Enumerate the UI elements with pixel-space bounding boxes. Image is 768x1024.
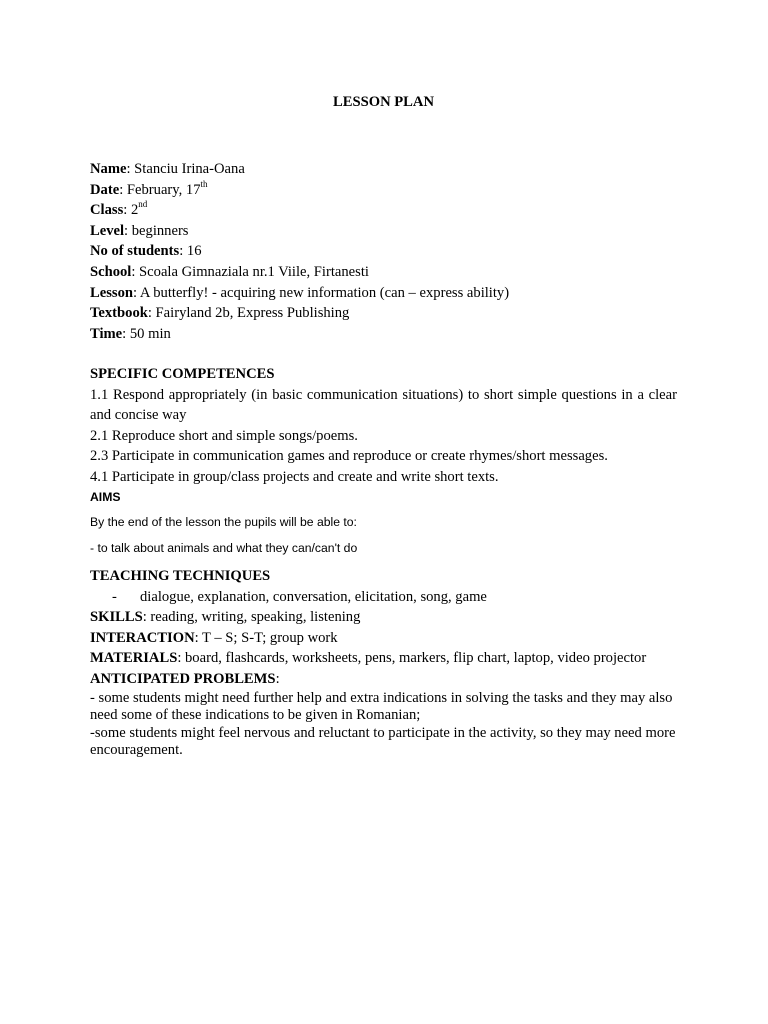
info-time [90,324,677,345]
students-label: No of students [90,243,180,260]
aims-item: - to talk about animals and what they can/can't do [90,541,358,555]
aims-heading: AIMS [90,490,121,504]
techniques-heading: TEACHING TECHNIQUES [90,568,271,584]
school-label: School [90,263,132,280]
lesson-info [90,159,677,344]
textbook-label: Textbook [90,305,148,322]
students-value: : 16 [179,243,202,260]
date-value: : February, 17 [119,181,201,198]
level-value: : beginners [124,222,189,239]
info-class [90,200,677,221]
skills-line [90,607,677,628]
techniques-list: dialogue, explanation, conversation, elicitation, song, game [140,588,487,605]
class-label: Class [90,202,124,219]
info-students [90,241,677,262]
competence-item: 2.1 Reproduce short and simple songs/poems. [90,427,358,444]
lesson-label: Lesson [90,284,133,301]
interaction-label: INTERACTION [90,629,195,646]
competences-heading: SPECIFIC COMPETENCES [90,366,275,382]
competence-item: 4.1 Participate in group/class projects and create and write short texts. [90,468,499,485]
class-suffix: nd [138,199,148,210]
techniques-section [90,566,677,760]
school-value: : Scoala Gimnaziala nr.1 Viile, Firtanesti [131,263,369,280]
textbook-value: : Fairyland 2b, Express Publishing [147,305,350,322]
info-level [90,221,677,242]
info-school [90,262,677,283]
problems-label: ANTICIPATED PROBLEMS [90,670,276,687]
competences-section [90,364,677,488]
date-label: Date [90,181,120,198]
skills-value: : reading, writing, speaking, listening [142,609,361,626]
problems-heading-line [90,669,677,690]
aims-intro: By the end of the lesson the pupils will be able to: [90,515,357,529]
competence-item: 1.1 Respond appropriately (in basic communication situations) to short simple questions in a clear and concise way [90,386,677,424]
info-date [90,180,677,201]
materials-line [90,648,677,669]
problems-colon: : [275,670,280,687]
info-name [90,159,677,180]
competence-item: 2.3 Participate in communication games and reproduce or create rhymes/short messages. [90,448,608,465]
date-suffix: th [200,178,208,189]
class-value: : 2 [123,202,139,219]
level-label: Level [90,222,125,239]
interaction-value: : T – S; S-T; group work [194,629,338,646]
problem-item: -some students might feel nervous and reluctant to participate in the activity, so they may need more encouragement. [90,724,676,759]
dash-marker: - [112,588,117,605]
problem-item: - some students might need further help and extra indications in solving the tasks and they may also need some of these indications to be given in Romanian; [90,689,673,724]
name-value: : Stanciu Irina-Oana [126,161,245,177]
name-label: Name [90,161,127,177]
document-title: LESSON PLAN [333,94,434,110]
materials-value: : board, flashcards, worksheets, pens, markers, flip chart, laptop, video projector [177,650,647,667]
skills-label: SKILLS [90,609,143,626]
lesson-value: : A butterfly! - acquiring new information (can – express ability) [132,284,510,301]
techniques-list-item [90,587,677,608]
materials-label: MATERIALS [90,650,178,667]
info-textbook [90,303,677,324]
info-lesson [90,283,677,304]
time-value: : 50 min [122,325,171,342]
time-label: Time [90,325,123,342]
interaction-line [90,628,677,649]
